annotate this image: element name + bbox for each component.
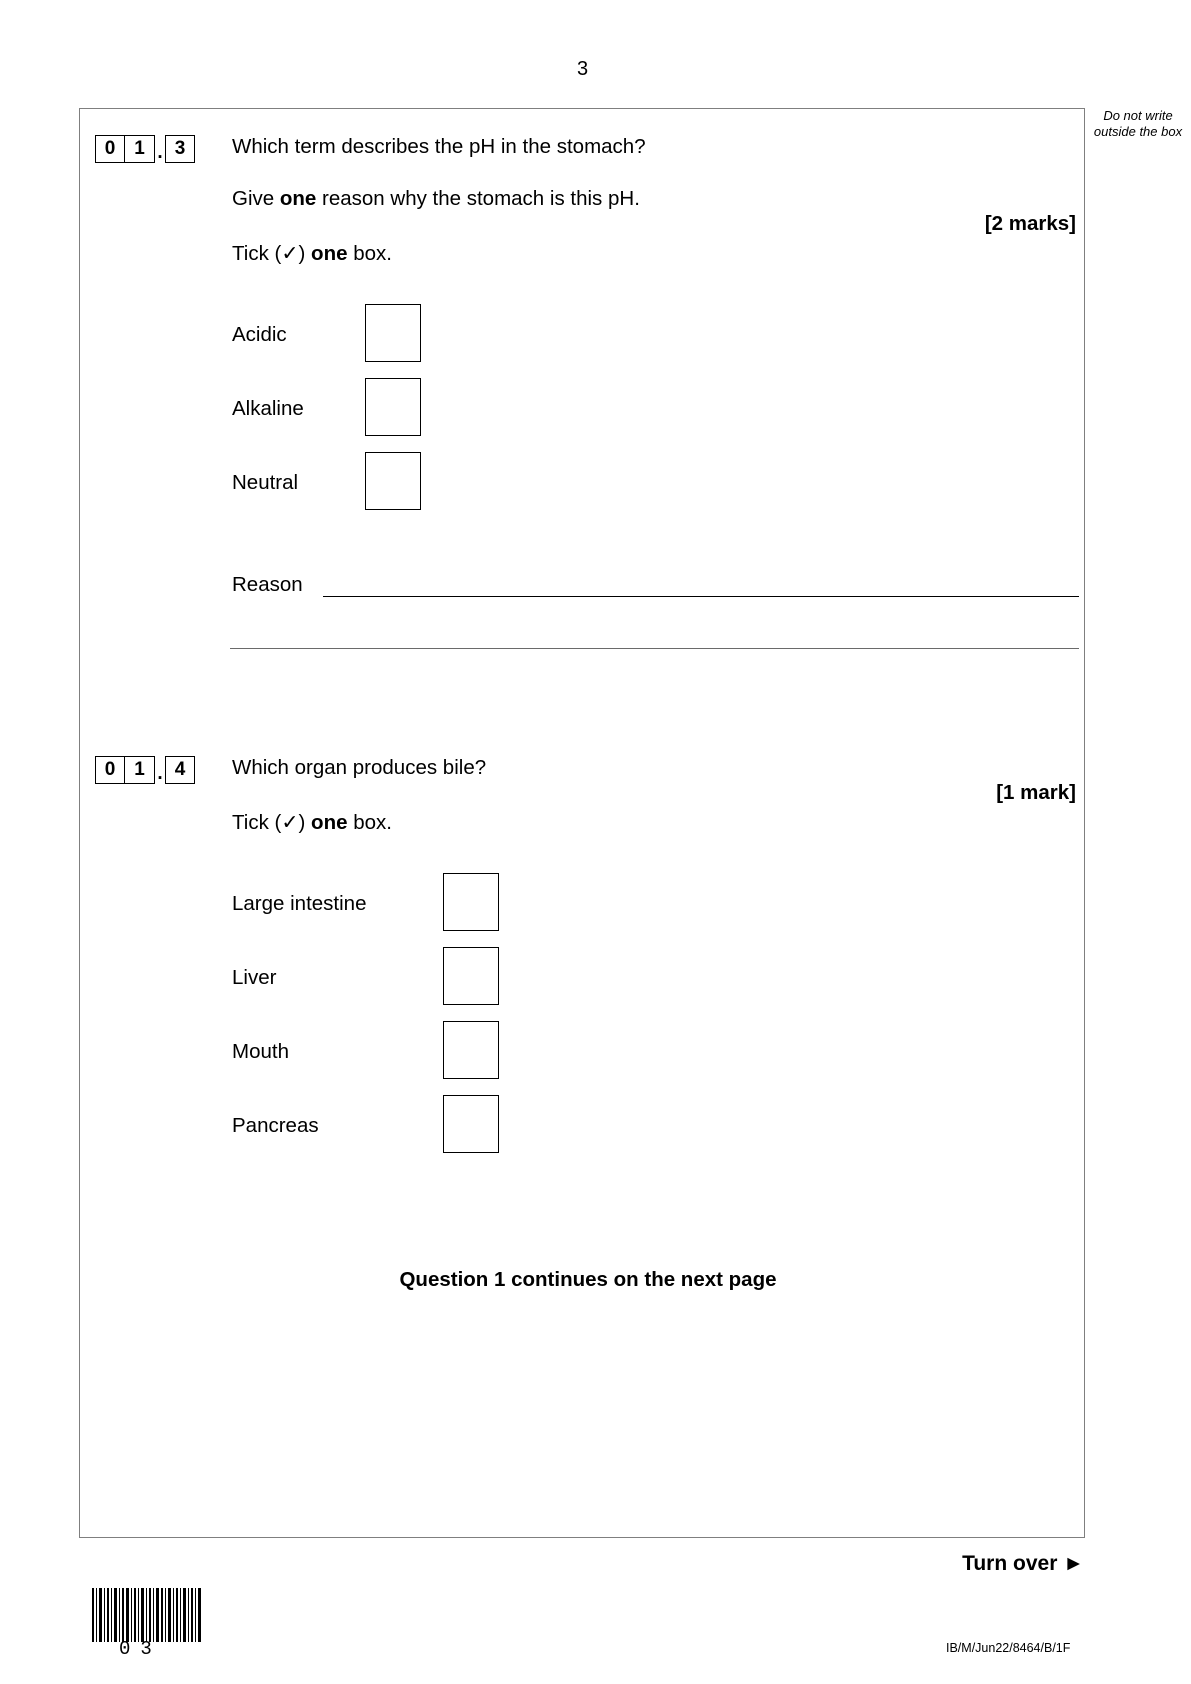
barcode-digits: 03 bbox=[119, 1638, 162, 1660]
exam-code: IB/M/Jun22/8464/B/1F bbox=[946, 1641, 1071, 1655]
marks-label: [1 mark] bbox=[996, 781, 1076, 804]
reason-answer-line[interactable] bbox=[323, 596, 1079, 597]
margin-note: Do not write outside the box bbox=[1093, 108, 1183, 139]
reason-label: Reason bbox=[232, 573, 303, 596]
turn-over-label: Turn over ► bbox=[962, 1552, 1084, 1575]
marks-label: [2 marks] bbox=[984, 212, 1076, 235]
option-label-large-intestine: Large intestine bbox=[232, 892, 367, 915]
continues-note: Question 1 continues on the next page bbox=[399, 1268, 777, 1291]
tick-instruction: Tick (✓) one box. bbox=[232, 242, 392, 265]
tick-box-alkaline[interactable] bbox=[365, 378, 421, 436]
reason-answer-line-2[interactable] bbox=[230, 648, 1079, 649]
question-text: Which term describes the pH in the stomach? bbox=[232, 135, 646, 158]
question-number-dot: . bbox=[157, 142, 163, 163]
option-label-liver: Liver bbox=[232, 966, 277, 989]
option-label-mouth: Mouth bbox=[232, 1040, 289, 1063]
tick-box-large-intestine[interactable] bbox=[443, 873, 499, 931]
tick-box-neutral[interactable] bbox=[365, 452, 421, 510]
tick-box-mouth[interactable] bbox=[443, 1021, 499, 1079]
question-digit: 4 bbox=[165, 756, 195, 784]
option-label-alkaline: Alkaline bbox=[232, 397, 304, 420]
question-digit: 3 bbox=[165, 135, 195, 163]
question-number-01-4 bbox=[95, 754, 195, 784]
page-number: 3 bbox=[576, 58, 589, 80]
question-digit: 0 bbox=[95, 135, 125, 163]
tick-box-liver[interactable] bbox=[443, 947, 499, 1005]
answer-frame bbox=[79, 108, 1085, 1538]
question-number-dot: . bbox=[157, 763, 163, 784]
option-label-acidic: Acidic bbox=[232, 323, 287, 346]
question-digit: 1 bbox=[125, 756, 155, 784]
tick-box-acidic[interactable] bbox=[365, 304, 421, 362]
question-number-01-3 bbox=[95, 133, 195, 163]
tick-box-pancreas[interactable] bbox=[443, 1095, 499, 1153]
option-label-pancreas: Pancreas bbox=[232, 1114, 319, 1137]
barcode-graphic bbox=[92, 1588, 202, 1642]
question-digit: 1 bbox=[125, 135, 155, 163]
question-digit: 0 bbox=[95, 756, 125, 784]
tick-instruction: Tick (✓) one box. bbox=[232, 811, 392, 834]
question-prompt: Give one reason why the stomach is this pH. bbox=[232, 187, 640, 210]
option-label-neutral: Neutral bbox=[232, 471, 299, 494]
question-text: Which organ produces bile? bbox=[232, 756, 487, 779]
